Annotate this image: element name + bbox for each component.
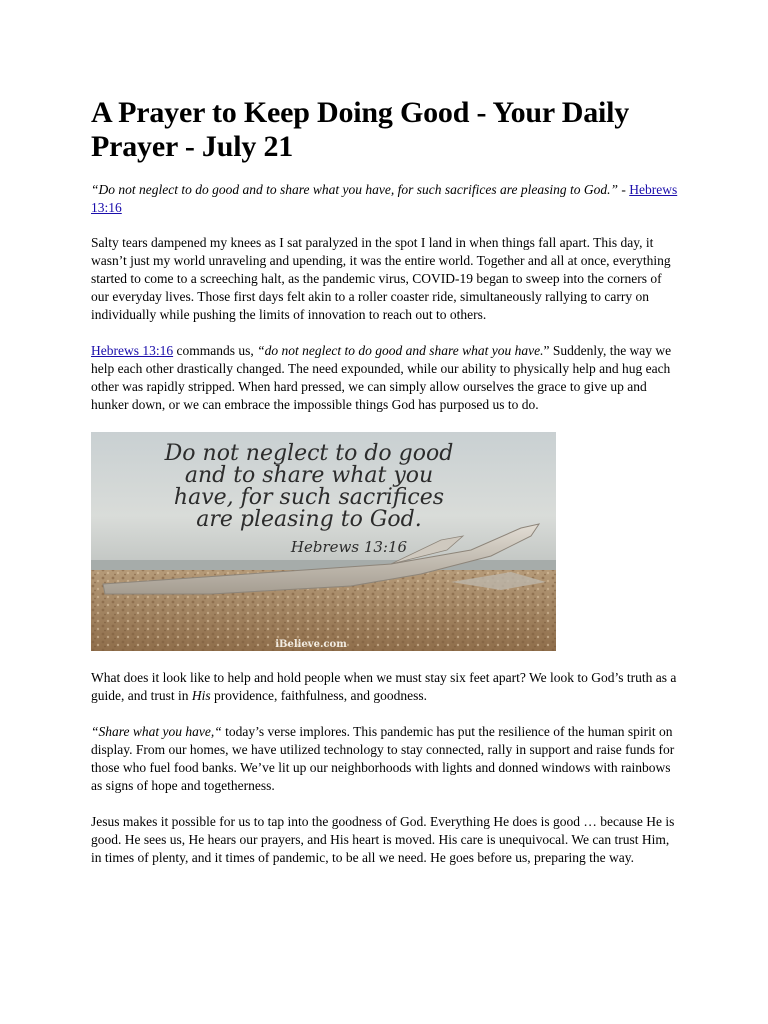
paragraph-1: Salty tears dampened my knees as I sat paralyzed in the spot I land in when things fall apart. This day, it wasn’t just my world unraveling and upending, it was the entire world. Together and all at once, everything started to come to a screeching halt, as the pandemic virus, COVID-19 began to sweep into the corners of our everyday lives. Those first days felt akin to a roller coaster ride, simultaneously rallying to carry on individually while pushing the limits of innovation to reach out to others. <box>91 235 671 322</box>
verse-quote: “Do not neglect to do good and to share what you have, for such sacrifices are pleasing to God.” <box>91 182 618 197</box>
paragraph-5: Jesus makes it possible for us to tap into the goodness of God. Everything He does is good … because He is good. He sees us, He hears our prayers, and His heart is moved. His care is unequivocal. We can trust Him, in times of plenty, and it times of pandemic, to be all we need. He goes before us, preparing the way. <box>91 814 675 865</box>
beach-driftwood-picture <box>91 432 556 651</box>
image-line-3: have, for such sacrifices <box>173 485 445 510</box>
paragraph-2 <box>91 342 681 414</box>
article-title: A Prayer to Keep Doing Good - Your Daily Prayer - July 21 <box>91 96 630 163</box>
article <box>91 96 681 867</box>
paragraph-2-text-b: ” Suddenly, the way we help each other drastically changed. The need expounded, while our ability to physically help and hug each other was rapidly stripped. When hard pressed, we can simply allow ourselves the grace to give up and hunker down, or we can embrace the impossible things God has purposed us to do. <box>91 343 672 412</box>
paragraph-4 <box>91 723 681 795</box>
image-line-2: and to share what you <box>184 463 434 488</box>
image-line-1: Do not neglect to do good <box>164 441 454 466</box>
verse-separator: - <box>617 182 630 197</box>
paragraph-4-text: today’s verse implores. This pandemic has put the resilience of the human spirit on display. From our homes, we have utilized technology to stay connected, rally in support and raise funds for those who fuel food banks. We’ve lit up our neighborhoods with lights and donned windows with rainbows as signs of hope and togetherness. <box>91 724 675 793</box>
scripture-link[interactable]: Hebrews 13:16 <box>91 343 174 358</box>
image-reference: Hebrews 13:16 <box>290 538 408 556</box>
paragraph-4-emphasis: “Share what you have,“ <box>91 724 222 739</box>
image-line-4: are pleasing to God. <box>196 507 422 532</box>
paragraph-3-emphasis: His <box>191 688 211 703</box>
paragraph-2-quote: “do not neglect to do good and share what you have. <box>257 343 544 358</box>
paragraph-2-text-a: commands us, <box>173 343 258 358</box>
verse-reference-link[interactable]: Hebrews 13:16 <box>91 182 678 215</box>
paragraph-3-text-b: providence, faithfulness, and goodness. <box>210 688 427 703</box>
scripture-image <box>91 432 556 651</box>
paragraph-3-text-a: What does it look like to help and hold people when we must stay six feet apart? We look to God’s truth as a guide, and trust in <box>91 670 677 703</box>
paragraph-3 <box>91 669 681 705</box>
image-watermark: iBelieve.com <box>275 639 347 650</box>
verse-paragraph <box>91 181 681 217</box>
